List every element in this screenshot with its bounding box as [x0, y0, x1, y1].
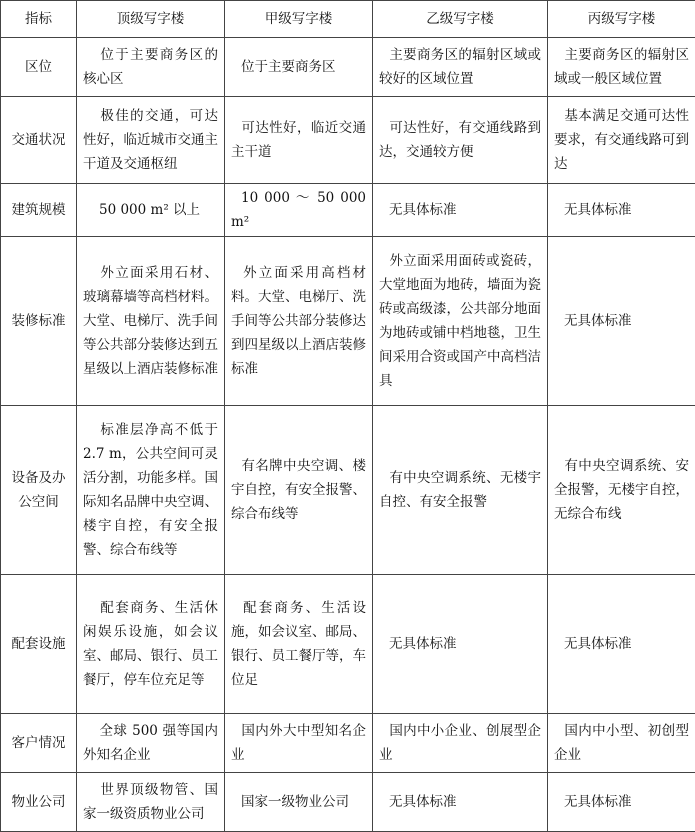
table-cell: 有名牌中央空调、楼宇自控，有安全报警、综合布线等 — [225, 406, 373, 575]
table-cell: 位于主要商务区的核心区 — [77, 38, 225, 97]
table-cell: 国内外大中型知名企业 — [225, 714, 373, 773]
table-cell: 外立面采用高档材料。大堂、电梯厅、洗手间等公共部分装修达到四星级以上酒店装修标准 — [225, 237, 373, 406]
header-grade-b: 乙级写字楼 — [373, 1, 548, 38]
row-label: 装修标准 — [1, 237, 77, 406]
table-row — [1, 184, 695, 237]
table-cell: 有中央空调系统、无楼宇自控、有安全报警 — [373, 406, 548, 575]
table-cell: 10 000 ～ 50 000 m² — [225, 184, 373, 237]
table-row — [1, 714, 695, 773]
table-row — [1, 575, 695, 714]
header-grade-c: 丙级写字楼 — [548, 1, 695, 38]
header-grade-a: 甲级写字楼 — [225, 1, 373, 38]
header-top-grade: 顶级写字楼 — [77, 1, 225, 38]
table-cell: 标准层净高不低于 2.7 m，公共空间可灵活分割，功能多样。国际知名品牌中央空调、楼宇自控，有安全报警、综合布线等 — [77, 406, 225, 575]
table-row — [1, 97, 695, 184]
table-cell: 无具体标准 — [548, 184, 695, 237]
table-cell: 配套商务、生活设施，如会议室、邮局、银行、员工餐厅等，车位足 — [225, 575, 373, 714]
table-cell: 无具体标准 — [373, 184, 548, 237]
row-label: 客户情况 — [1, 714, 77, 773]
table-row — [1, 773, 695, 832]
table-cell: 可达性好，有交通线路到达，交通较方便 — [373, 97, 548, 184]
table-cell: 无具体标准 — [548, 575, 695, 714]
table-header — [1, 1, 695, 38]
table-row — [1, 406, 695, 575]
table-cell: 基本满足交通可达性要求，有交通线路可到达 — [548, 97, 695, 184]
row-label: 配套设施 — [1, 575, 77, 714]
table-cell: 外立面采用面砖或瓷砖，大堂地面为地砖，墙面为瓷砖或高级漆，公共部分地面为地砖或铺中档地毯，卫生间采用合资或国产中高档洁具 — [373, 237, 548, 406]
header-indicator: 指标 — [1, 1, 77, 38]
table-cell: 外立面采用石材、玻璃幕墙等高档材料。大堂、电梯厅、洗手间等公共部分装修达到五星级以上酒店装修标准 — [77, 237, 225, 406]
table-cell: 无具体标准 — [373, 575, 548, 714]
row-label: 设备及办公空间 — [1, 406, 77, 575]
table-cell: 可达性好，临近交通主干道 — [225, 97, 373, 184]
table-cell: 50 000 m² 以上 — [77, 184, 225, 237]
table-cell: 有中央空调系统、安全报警，无楼宇自控，无综合布线 — [548, 406, 695, 575]
table-cell: 主要商务区的辐射区域或较好的区域位置 — [373, 38, 548, 97]
row-label: 建筑规模 — [1, 184, 77, 237]
table-cell: 国内中小型、初创型企业 — [548, 714, 695, 773]
row-label: 物业公司 — [1, 773, 77, 832]
table-cell: 无具体标准 — [373, 773, 548, 832]
table-cell: 国内中小企业、创展型企业 — [373, 714, 548, 773]
table-cell: 无具体标准 — [548, 237, 695, 406]
table-cell: 配套商务、生活休闲娱乐设施，如会议室、邮局、银行、员工餐厅，停车位充足等 — [77, 575, 225, 714]
row-label: 交通状况 — [1, 97, 77, 184]
table-cell: 位于主要商务区 — [225, 38, 373, 97]
table-cell: 世界顶级物管、国家一级资质物业公司 — [77, 773, 225, 832]
table-cell: 主要商务区的辐射区域或一般区域位置 — [548, 38, 695, 97]
table-cell: 极佳的交通，可达性好，临近城市交通主干道及交通枢纽 — [77, 97, 225, 184]
table-cell: 全球 500 强等国内外知名企业 — [77, 714, 225, 773]
table-row — [1, 38, 695, 97]
row-label: 区位 — [1, 38, 77, 97]
table-cell: 无具体标准 — [548, 773, 695, 832]
table-cell: 国家一级物业公司 — [225, 773, 373, 832]
table-row — [1, 237, 695, 406]
